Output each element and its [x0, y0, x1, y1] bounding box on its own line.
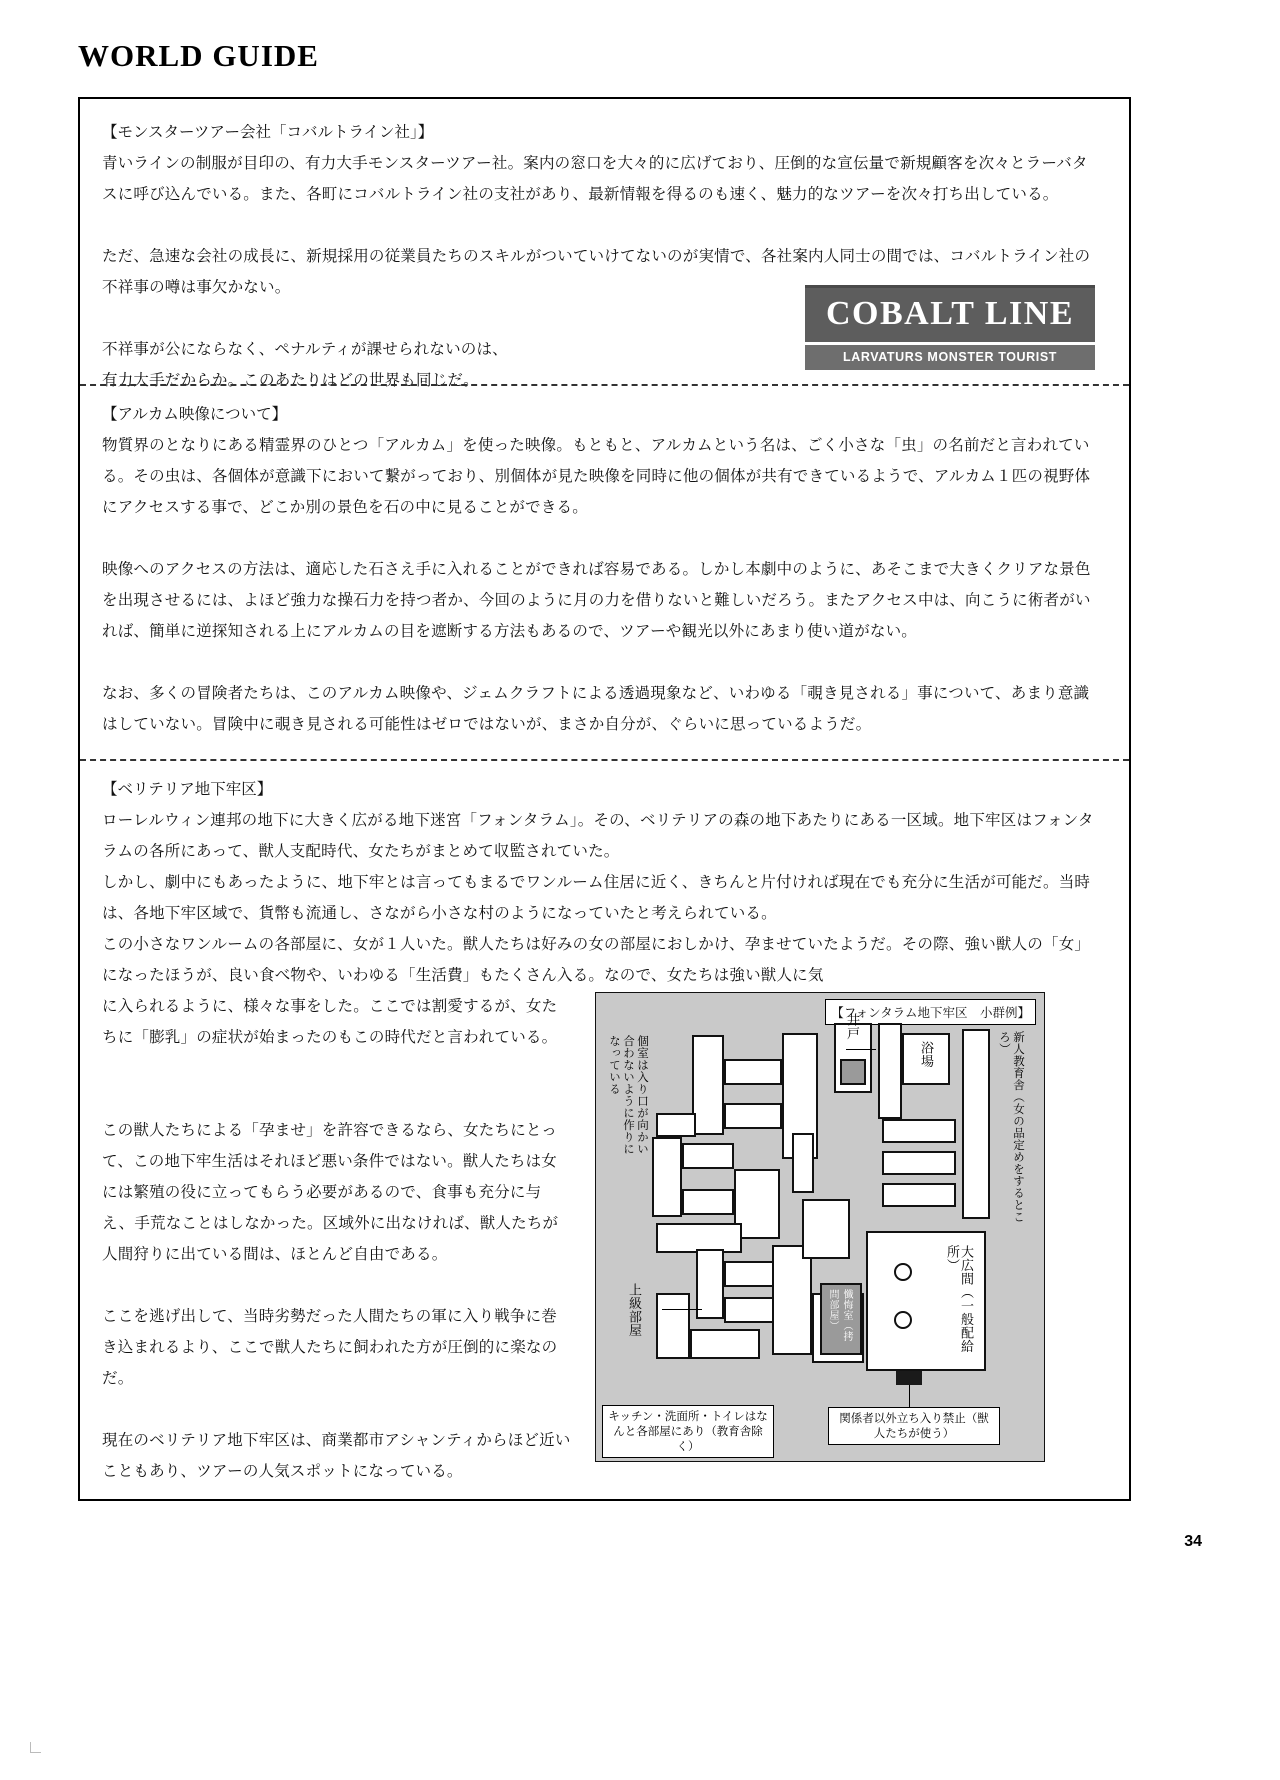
section-1-paragraph-3: 不祥事が公にならなく、ペナルティが課せられないのは、 [102, 340, 508, 358]
map-room [682, 1143, 734, 1169]
map-room [878, 1023, 902, 1119]
map-label-punishment-room: 懺悔室（拷問部屋） [827, 1289, 852, 1342]
section-1-paragraph-1: 青いラインの制服が目印の、有力大手モンスターツアー社。案内の窓口を大々的に広げており、圧倒的な宣伝量で新規顧客を次々とラーバタスに呼び込んでいる。また、各町にコバルトライン社の支社があり、最新情報を得るのも速く、魅力的なツアーを次々打ち出している。 [102, 154, 1088, 203]
map-room [690, 1329, 760, 1359]
section-2-heading: 【アルカム映像について】 [102, 405, 288, 423]
map-label-restricted: 関係者以外立ち入り禁止（獣人たちが使う） [828, 1407, 1000, 1445]
map-label-well: 井戸 [844, 1013, 859, 1040]
map-leader-line [909, 1385, 910, 1407]
map-room [772, 1245, 812, 1355]
map-pillar [894, 1263, 912, 1281]
map-label-upper-rooms: 上級部屋 [626, 1283, 641, 1337]
map-room-well [840, 1059, 866, 1085]
section-1-paragraph-2: ただ、急速な会社の成長に、新規採用の従業員たちのスキルがついていけてないのが実情で、各社案内人同士の間では、コバルトライン社の不祥事の噂は事欠かない。 [102, 247, 1091, 296]
map-label-private-rooms: 個室は入り口が向かい合わないように作りになっている [608, 1035, 650, 1155]
map-room [882, 1119, 956, 1143]
map-label-newcomer-school: 新人教育舎（女の品定めをするところ） [998, 1031, 1026, 1223]
section-3-paragraph-2: しかし、劇中にもあったように、地下牢とは言ってもまるでワンルーム住居に近く、きちんと片付ければ現在でも充分に生活が可能だ。当時は、各地下牢区域で、貨幣も流通し、さながら小さな村のようになっていたと考えられている。 [102, 873, 1091, 922]
map-room [962, 1029, 990, 1219]
map-room [692, 1035, 724, 1135]
section-1-paragraph-4: 有力大手だからか。このあたりはどの世界も同じだ。 [102, 371, 479, 389]
section-cobalt-line [80, 117, 1129, 389]
section-divider-2 [80, 759, 1129, 761]
section-1-heading: 【モンスターツアー会社「コバルトライン社」】 [102, 123, 434, 141]
section-2-paragraph-1: 物質界のとなりにある精霊界のひとつ「アルカム」を使った映像。もともと、アルカムという名は、ごく小さな「虫」の名前だと言われている。その虫は、各個体が意識下において繋がっており、別個体が見た映像を同時に他の個体が共有できているようで、アルカム１匹の視野体にアクセスする事で、どこか別の景色を石の中に見ることができる。 [102, 436, 1091, 516]
map-room [656, 1113, 696, 1137]
dungeon-map [595, 992, 1045, 1462]
map-room [882, 1151, 956, 1175]
map-room [802, 1199, 850, 1259]
section-3-paragraph-3: この小さなワンルームの各部屋に、女が１人いた。獣人たちは好みの女の部屋におしかけ、孕ませていたようだ。その際、強い獣人の「女」になったほうが、良い食べ物や、いわゆる「生活費」もたくさん入る。なので、女たちは強い獣人に気 [102, 935, 1091, 984]
map-label-bath: 浴場 [918, 1041, 933, 1068]
map-room [724, 1059, 782, 1085]
section-divider-1 [80, 384, 1129, 386]
map-room [882, 1183, 956, 1207]
section-3-paragraph-4: に入られるように、様々な事をした。ここでは割愛するが、女たちに「膨乳」の症状が始まったのもこの時代だと言われている。 [102, 997, 558, 1046]
page-title: WORLD GUIDE [78, 38, 319, 73]
map-leader-line [662, 1309, 702, 1310]
page-number: 34 [1184, 1533, 1202, 1550]
crop-mark [30, 1742, 41, 1753]
section-3-paragraph-1: ローレルウィン連邦の地下に大きく広がる地下迷宮「フォンタラム」。その、ベリテリアの森の地下あたりにある一区域。地下牢区はフォンタラムの各所にあって、獣人支配時代、女たちがまとめて収監されていた。 [102, 811, 1094, 860]
cobalt-line-logo-main: COBALT LINE [805, 285, 1095, 342]
map-restricted-entrance [896, 1371, 922, 1385]
section-2-paragraph-3: なお、多くの冒険者たちは、このアルカム映像や、ジェムクラフトによる透過現象など、いわゆる「覗き見される」事について、あまり意識はしていない。冒険中に覗き見される可能性はゼロではないが、まさか自分が、ぐらいに思っているようだ。 [102, 684, 1090, 733]
section-3-paragraph-6: ここを逃げ出して、当時劣勢だった人間たちの軍に入り戦争に巻き込まれるより、ここで獣人たちに飼われた方が圧倒的に楽なのだ。 [102, 1307, 558, 1387]
map-room [792, 1133, 814, 1193]
map-caption: 【フォンタラム地下牢区 小群例】 [825, 999, 1036, 1025]
map-room [652, 1137, 682, 1217]
section-3-paragraph-7: 現在のベリテリア地下牢区は、商業都市アシャンティからほど近いこともあり、ツアーの人気スポットになっている。 [102, 1431, 571, 1480]
section-arcam [80, 399, 1129, 759]
map-room [656, 1293, 690, 1359]
content-frame [78, 97, 1131, 1501]
map-pillar [894, 1311, 912, 1329]
section-3-heading: 【ベリテリア地下牢区】 [102, 780, 273, 798]
map-label-great-hall: 大広間（一般配給所） [944, 1245, 973, 1353]
map-room [682, 1189, 734, 1215]
cobalt-line-logo-sub: LARVATURS MONSTER TOURIST [805, 345, 1095, 370]
section-3-paragraph-5: この獣人たちによる「孕ませ」を許容できるなら、女たちにとって、この地下牢生活はそれほど悪い条件ではない。獣人たちは女には繁殖の役に立ってもらう必要があるので、食事も充分に与え、手荒なことはしなかった。区域外に出なければ、獣人たちが人間狩りに出ている間は、ほとんど自由である。 [102, 1121, 559, 1263]
map-room [724, 1103, 782, 1129]
map-label-kitchen: キッチン・洗面所・トイレはなんと各部屋にあり（教育舎除く） [602, 1405, 774, 1458]
cobalt-line-logo [805, 285, 1095, 370]
section-2-paragraph-2: 映像へのアクセスの方法は、適応した石さえ手に入れることができれば容易である。しかし本劇中のように、あそこまで大きくクリアな景色を出現させるには、よほど強力な操石力を持つ者か、今回のように月の力を借りないと難しいだろう。またアクセス中は、向こうに術者がいれば、簡単に逆探知される上にアルカムの目を遮断する方法もあるので、ツアーや観光以外にあまり使い道がない。 [102, 560, 1091, 640]
